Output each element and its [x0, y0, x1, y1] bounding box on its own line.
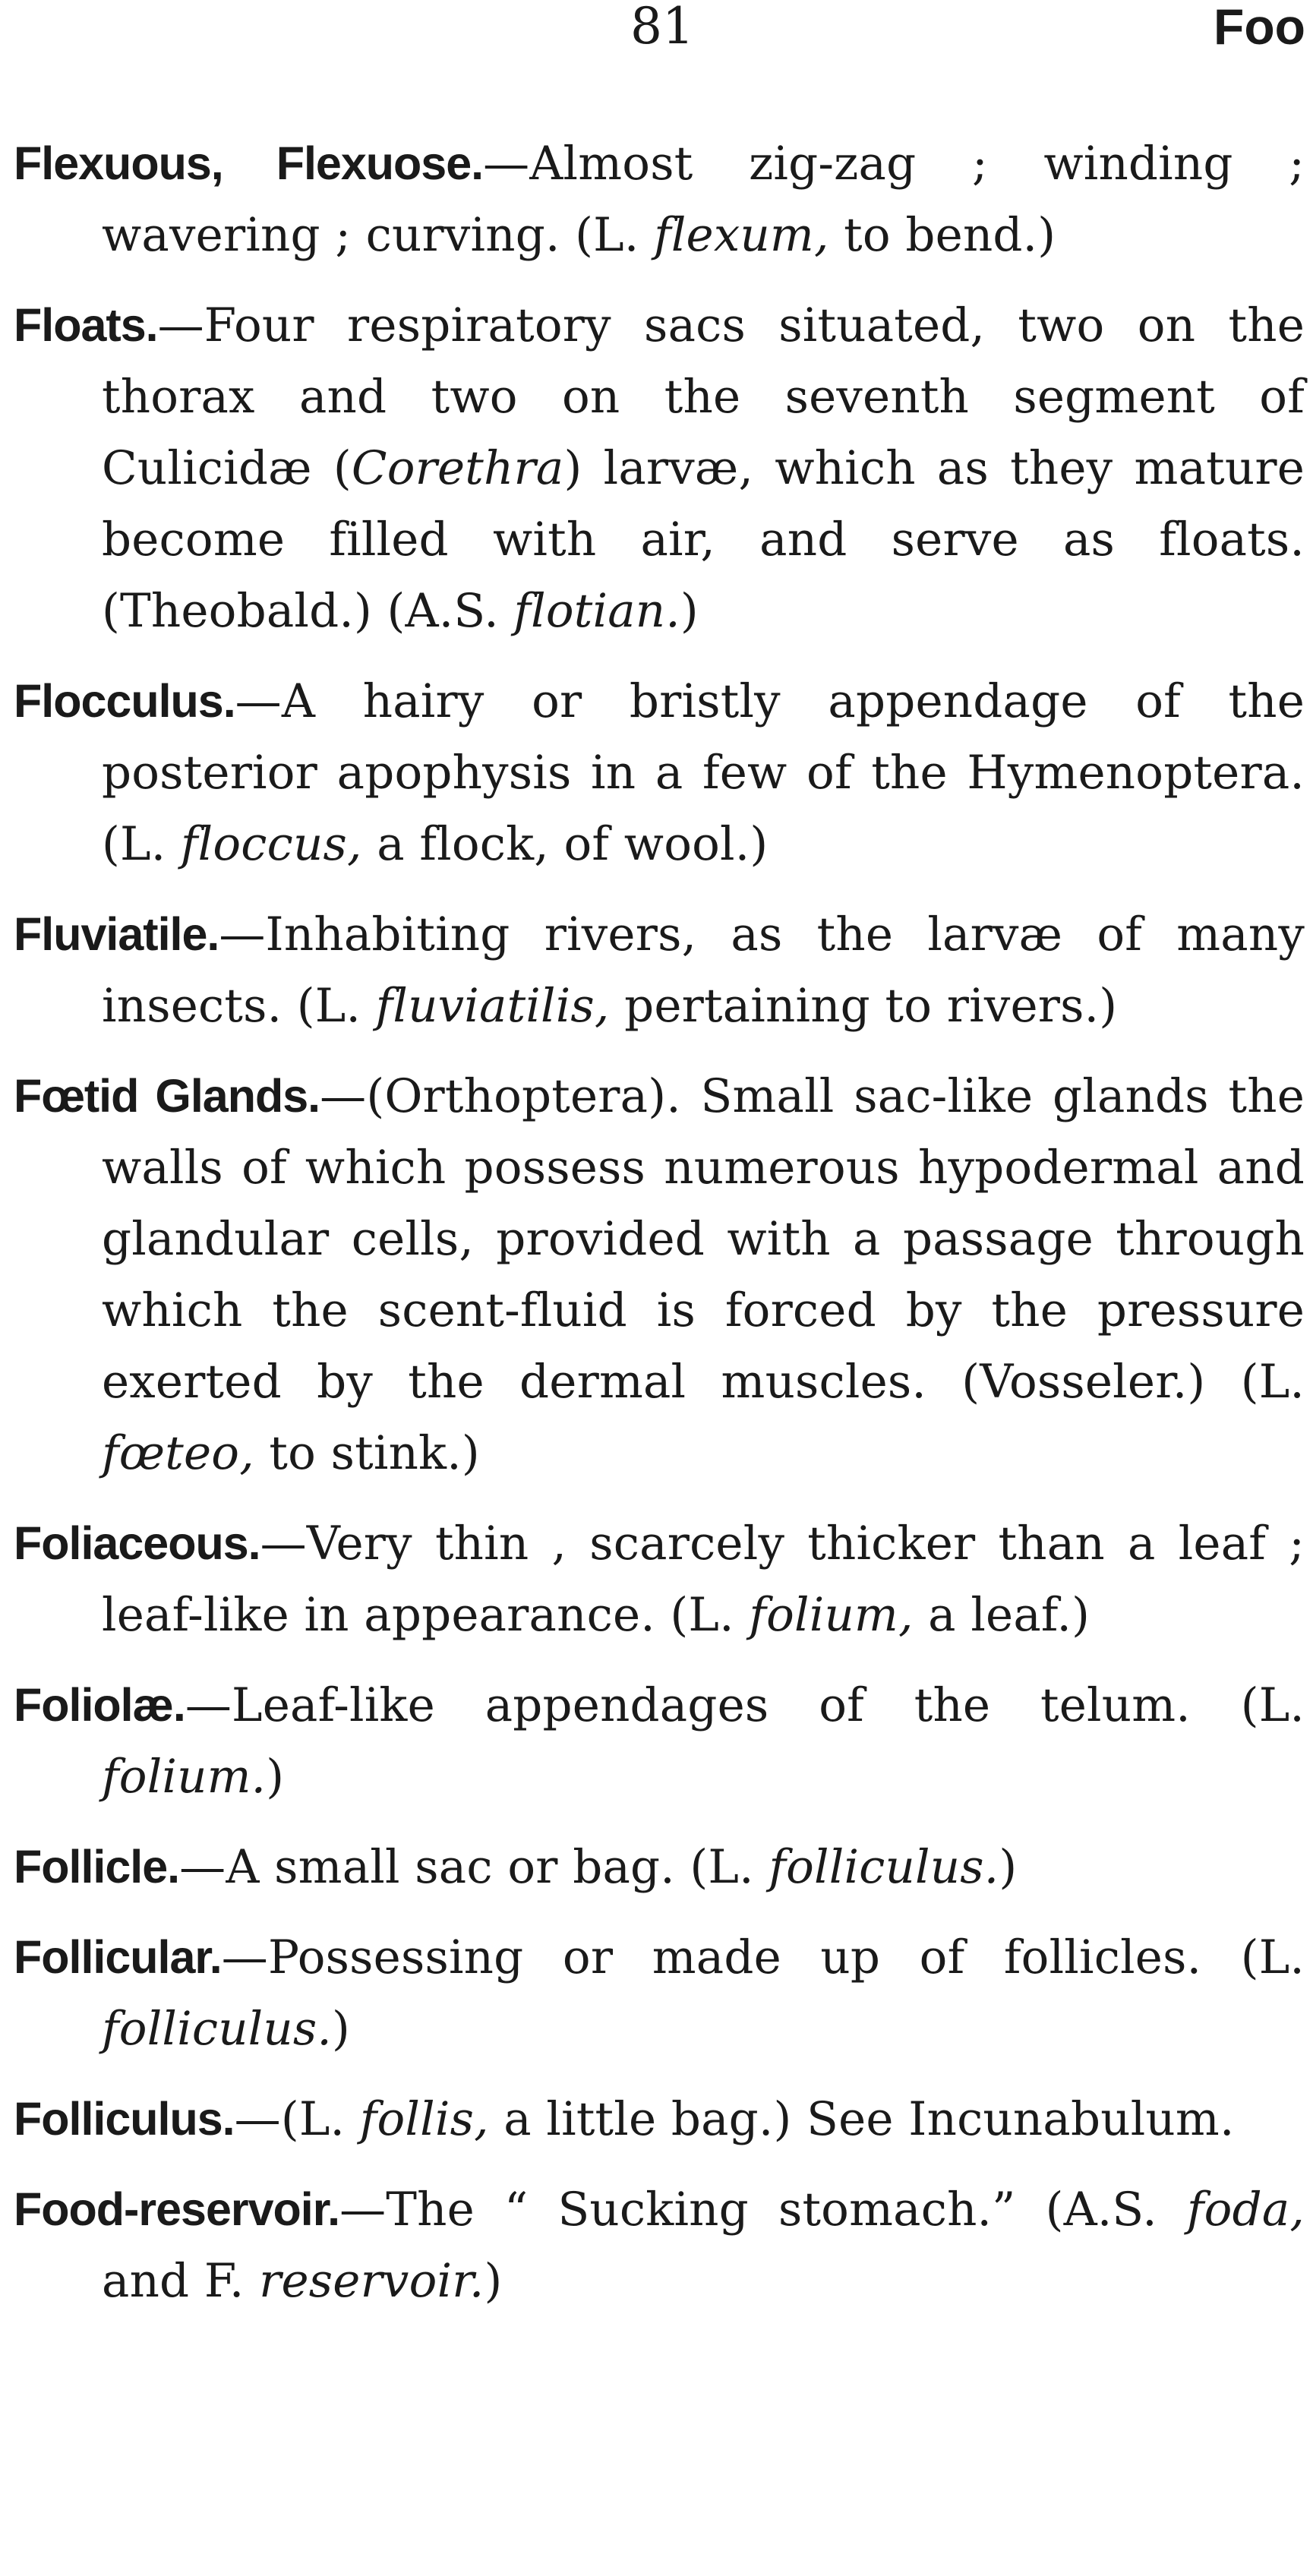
etymology-rest: to bend.) [829, 208, 1056, 262]
etymology-italic: fœteo, [102, 1426, 254, 1480]
definition: —Leaf-like appendages of the telum. (L. [185, 1678, 1305, 1732]
etymology-rest: ) [266, 1750, 285, 1804]
headword: Follicle. [14, 1841, 180, 1893]
etymology-italic: flotian. [513, 584, 680, 638]
definition: —Four respiratory sacs situated, two on the thorax and two on the seventh segment of Culicidæ ( [102, 298, 1305, 495]
etymology-italic: foda, [1186, 2183, 1305, 2237]
etymology-middle: and F. [102, 2254, 260, 2308]
etymology-italic: folium, [749, 1588, 914, 1642]
entry-foliolae [14, 1669, 1305, 1813]
entry-flocculus [14, 665, 1305, 880]
headword: Fluviatile. [14, 908, 219, 960]
etymology-italic: folium. [102, 1750, 267, 1804]
etymology-italic: folliculus. [102, 2002, 332, 2056]
etymology-rest: a little bag.) See Incunabulum. [488, 2092, 1235, 2146]
definition: —A hairy or bristly appendage of the posterior apophysis in a few of the Hymenoptera. (L. [102, 674, 1305, 871]
etymology-italic-second: reservoir. [259, 2254, 484, 2308]
glossary-entries [14, 128, 1305, 2335]
definition: —(Orthoptera). Small sac-like glands the walls of which possess numerous hypodermal and glandular cells, provided with a passage through which the scent-fluid is forced by the pressure exerted by the dermal muscles. (Vosseler.) (L. [102, 1069, 1305, 1409]
definition: —Very thin , scarcely thicker than a leaf ; leaf-like in appearance. (L. [102, 1517, 1305, 1642]
etymology-rest: pertaining to rivers.) [609, 979, 1118, 1033]
definition: —The “ Sucking stomach.” (A.S. [339, 2183, 1187, 2237]
definition: —(L. [234, 2092, 360, 2146]
guide-word: Foo [1214, 0, 1305, 55]
headword: Flexuous, Flexuose. [14, 137, 484, 189]
etymology-italic: folliculus. [769, 1840, 999, 1894]
etymology-rest: a leaf.) [913, 1588, 1090, 1642]
etymology-rest: ) [331, 2002, 350, 2056]
etymology-italic: floccus, [180, 817, 362, 871]
definition: —A small sac or bag. (L. [179, 1840, 769, 1894]
genus-italic: Corethra [351, 441, 564, 495]
etymology-rest: to stink.) [254, 1426, 480, 1480]
headword: Fœtid Glands. [14, 1070, 320, 1122]
etymology-rest: ) [999, 1840, 1018, 1894]
entry-folliculus [14, 2083, 1305, 2155]
entry-foliaceous [14, 1507, 1305, 1651]
definition: —Inhabiting rivers, as the larvæ of many insects. (L. [102, 908, 1305, 1033]
etymology-italic: follis, [359, 2092, 489, 2146]
entry-floats [14, 289, 1305, 647]
headword: Flocculus. [14, 675, 235, 727]
definition: —Possessing or made up of follicles. (L. [221, 1930, 1305, 1984]
definition: —Almost zig-zag ; winding ; wavering ; curving. (L. [102, 137, 1305, 262]
definition-continued: ) larvæ, which as they mature become filled with air, and serve as floats. (Theobald.) (A.S. [102, 441, 1305, 638]
entry-food-reservoir [14, 2174, 1305, 2317]
headword: Follicular. [14, 1931, 222, 1983]
etymology-italic: flexum, [654, 208, 829, 262]
etymology-rest: ) [680, 584, 699, 638]
entry-foetid-glands [14, 1060, 1305, 1489]
headword: Foliolæ. [14, 1679, 185, 1731]
entry-fluviatile [14, 898, 1305, 1042]
etymology-rest: ) [484, 2254, 503, 2308]
entry-flexuous [14, 128, 1305, 271]
entry-follicle [14, 1831, 1305, 1903]
headword: Floats. [14, 299, 158, 351]
running-head [0, 0, 1313, 68]
entry-follicular [14, 1921, 1305, 2065]
headword: Folliculus. [14, 2093, 235, 2145]
headword: Foliaceous. [14, 1517, 260, 1569]
page-number: 81 [630, 0, 694, 55]
headword: Food-reservoir. [14, 2183, 340, 2235]
etymology-italic: fluviatilis, [375, 979, 610, 1033]
etymology-rest: a flock, of wool.) [361, 817, 769, 871]
